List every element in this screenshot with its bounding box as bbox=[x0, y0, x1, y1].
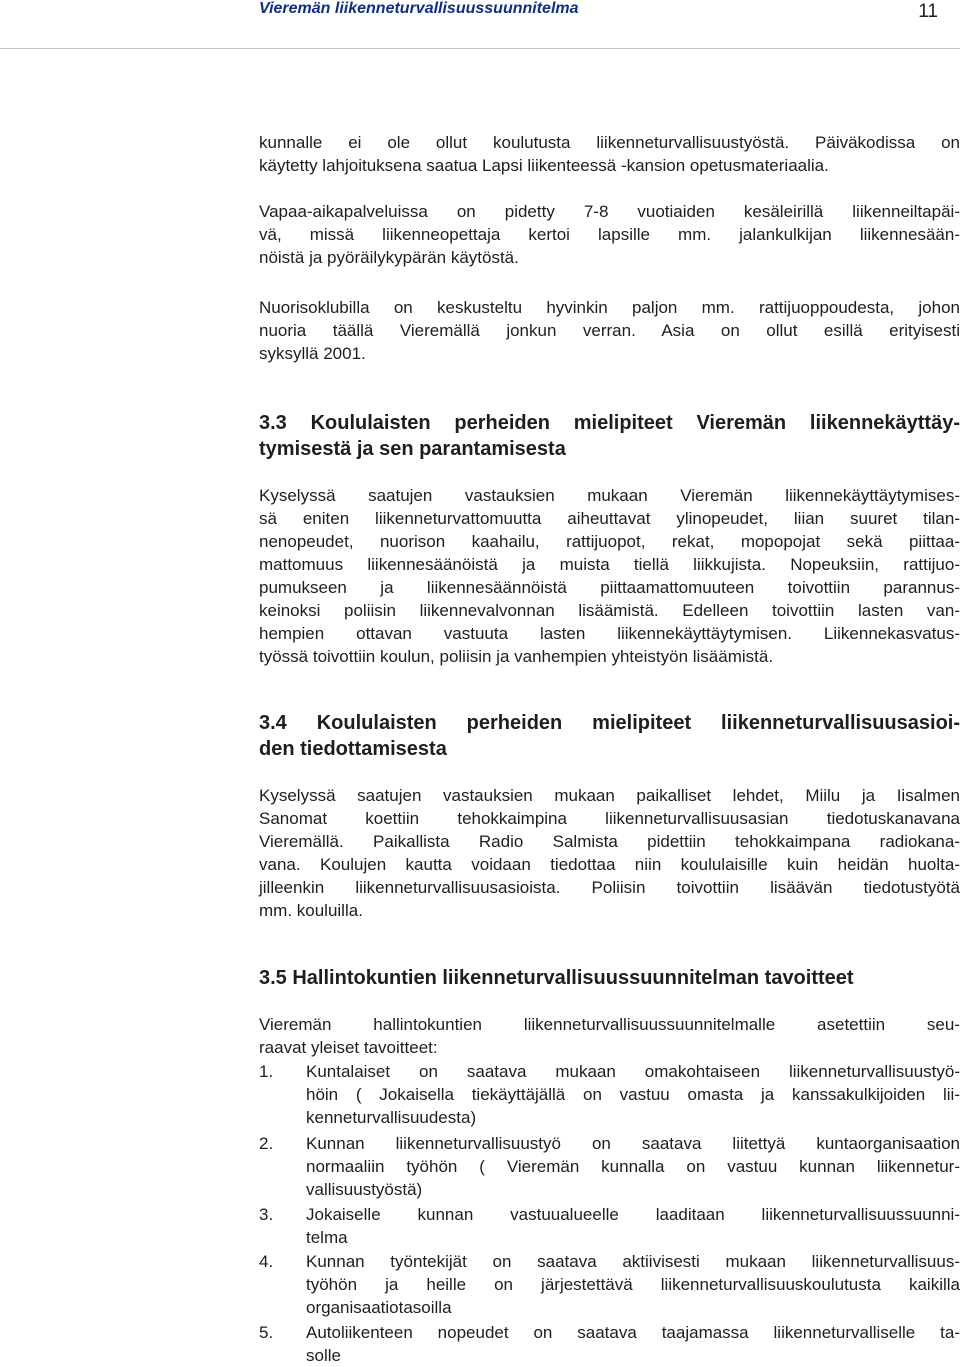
text-line: keinoksi poliisin liikennevalvonnan lisäämistä. Edelleen toivottiin lasten van- bbox=[259, 601, 960, 620]
text-line: Nuorisoklubilla on keskusteltu hyvinkin paljon mm. rattijuoppoudesta, johon bbox=[259, 298, 960, 317]
text-line: työssä toivottiin koulun, poliisin ja vanhempien yhteistyön lisäämistä. bbox=[259, 647, 774, 666]
paragraph-4 bbox=[259, 484, 960, 668]
text-line: vana. Koulujen kautta voidaan tiedottaa niin koululaisille kuin heidän huolta- bbox=[259, 855, 960, 874]
page-number: 11 bbox=[918, 1, 938, 22]
section-heading-3-4 bbox=[259, 710, 960, 762]
text-line: Kuntalaiset on saatava mukaan omakohtaiseen liikenneturvallisuustyö- bbox=[306, 1062, 960, 1081]
heading-line: 3.5 Hallintokuntien liikenneturvallisuussuunnitelman tavoitteet bbox=[259, 967, 854, 989]
list-number: 5. bbox=[259, 1323, 274, 1342]
text-line: Vapaa-aikapalveluissa on pidetty 7-8 vuotiaiden kesäleirillä liikenneiltapäi- bbox=[259, 202, 960, 221]
text-line: organisaatiotasoilla bbox=[306, 1298, 452, 1317]
text-line: normaaliin työhön ( Vieremän kunnalla on vastuu kunnan liikennetur- bbox=[306, 1157, 960, 1176]
document-title: Vieremän liikenneturvallisuussuunnitelma bbox=[259, 0, 579, 17]
list-item-text bbox=[306, 1060, 960, 1129]
paragraph-2 bbox=[259, 200, 960, 269]
list-item-text bbox=[306, 1203, 960, 1249]
list-item-text bbox=[306, 1250, 960, 1319]
text-line: höin ( Jokaisella tiekäyttäjällä on vastuu omasta ja kanssakulkijoiden lii- bbox=[306, 1085, 960, 1104]
text-line: pumukseen ja liikennesäännöistä piittaamattomuuteen toivottiin parannus- bbox=[259, 578, 960, 597]
text-line: käytetty lahjoituksena saatua Lapsi liikenteessä -kansion opetusmateriaalia. bbox=[259, 156, 829, 175]
text-line: Vieremän hallintokuntien liikenneturvallisuussuunnitelmalle asetettiin seu- bbox=[259, 1015, 960, 1034]
text-line: Kunnan työntekijät on saatava aktiivisesti mukaan liikenneturvallisuus- bbox=[306, 1252, 960, 1271]
text-line: Sanomat koettiin tehokkaimpina liikenneturvallisuusasian tiedotuskanavana bbox=[259, 809, 960, 828]
heading-line: 3.3 Koululaisten perheiden mielipiteet Vieremän liikennekäyttäy- bbox=[259, 412, 960, 434]
text-line: mattomuus liikennesäänöistä ja muista tiellä liikkujista. Nopeuksiin, rattijuo- bbox=[259, 555, 960, 574]
text-line: raavat yleiset tavoitteet: bbox=[259, 1038, 438, 1057]
text-line: kenneturvallisuudesta) bbox=[306, 1108, 477, 1127]
paragraph-6 bbox=[259, 1013, 960, 1059]
text-line: syksyllä 2001. bbox=[259, 344, 366, 363]
paragraph-5 bbox=[259, 784, 960, 922]
section-heading-3-5 bbox=[259, 965, 960, 991]
text-line: jilleenkin liikenneturvallisuusasioista. Poliisin toivottiin lisäävän tiedotustyötä bbox=[259, 878, 960, 897]
text-line: vallisuustyöstä) bbox=[306, 1180, 423, 1199]
list-number: 1. bbox=[259, 1062, 274, 1081]
text-line: Kyselyssä saatujen vastauksien mukaan Vieremän liikennekäyttäytymises- bbox=[259, 486, 960, 505]
text-line: solle bbox=[306, 1346, 341, 1365]
text-line: Jokaiselle kunnan vastuualueelle laaditaan liikenneturvallisuussuunni- bbox=[306, 1205, 960, 1224]
list-number: 3. bbox=[259, 1205, 274, 1224]
heading-line: den tiedottamisesta bbox=[259, 738, 447, 760]
text-line: vä, missä liikenneopettaja kertoi lapsille mm. jalankulkijan liikennesään- bbox=[259, 225, 960, 244]
text-line: nuoria täällä Vieremällä jonkun verran. Asia on ollut esillä erityisesti bbox=[259, 321, 960, 340]
list-number: 4. bbox=[259, 1252, 274, 1271]
text-line: Autoliikenteen nopeudet on saatava taajamassa liikenneturvalliselle ta- bbox=[306, 1323, 960, 1342]
heading-line: tymisestä ja sen parantamisesta bbox=[259, 438, 566, 460]
text-line: telma bbox=[306, 1228, 348, 1247]
list-item-text bbox=[306, 1321, 960, 1367]
text-line: mm. kouluilla. bbox=[259, 901, 363, 920]
section-heading-3-3 bbox=[259, 410, 960, 462]
list-item-text bbox=[306, 1132, 960, 1201]
paragraph-1 bbox=[259, 131, 960, 177]
text-line: sä eniten liikenneturvattomuutta aiheuttavat ylinopeudet, liian suuret tilan- bbox=[259, 509, 960, 528]
header-divider bbox=[0, 48, 960, 49]
paragraph-3 bbox=[259, 296, 960, 365]
text-line: Kyselyssä saatujen vastauksien mukaan paikalliset lehdet, Miilu ja Iisalmen bbox=[259, 786, 960, 805]
text-line: Vieremällä. Paikallista Radio Salmista pidettiin tehokkaimpana radiokana- bbox=[259, 832, 960, 851]
text-line: kunnalle ei ole ollut koulutusta liikenneturvallisuustyöstä. Päiväkodissa on bbox=[259, 133, 960, 152]
text-line: nöistä ja pyöräilykypärän käytöstä. bbox=[259, 248, 519, 267]
text-line: hempien ottavan vastuuta lasten liikennekäyttäytymisen. Liikennekasvatus- bbox=[259, 624, 960, 643]
text-line: nenopeudet, nuorison kaahailu, rattijuopot, rekat, mopopojat sekä piittaa- bbox=[259, 532, 960, 551]
heading-line: 3.4 Koululaisten perheiden mielipiteet liikenneturvallisuusasioi- bbox=[259, 712, 960, 734]
list-number: 2. bbox=[259, 1134, 274, 1153]
text-line: työhön ja heille on järjestettävä liikenneturvallisuuskoulutusta kaikilla bbox=[306, 1275, 960, 1294]
text-line: Kunnan liikenneturvallisuustyö on saatava liitettyä kuntaorganisaation bbox=[306, 1134, 960, 1153]
